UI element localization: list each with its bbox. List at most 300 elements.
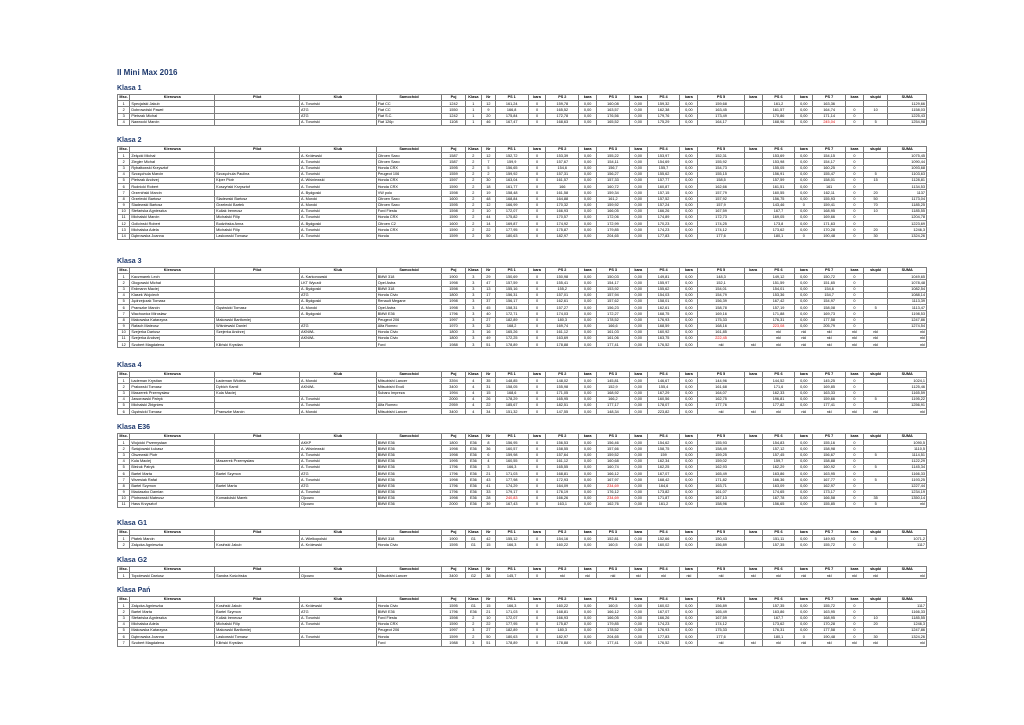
table-cell: 0,00 xyxy=(795,477,813,483)
table-cell: 0,00 xyxy=(629,227,647,233)
column-header: słupki xyxy=(863,268,888,274)
table-cell: 0 xyxy=(846,471,864,477)
table-cell: 1599 xyxy=(442,233,465,239)
table-cell: 0,00 xyxy=(579,452,597,458)
table-cell: 180,63 xyxy=(495,634,528,640)
table-cell: 10 xyxy=(118,329,130,335)
column-header: kara xyxy=(629,530,647,536)
table-cell: 154,11 xyxy=(597,159,630,165)
table-cell: 3400 xyxy=(442,409,465,415)
table-cell: nkl xyxy=(863,342,888,348)
table-cell: 0,00 xyxy=(629,208,647,214)
column-header: PS 7 xyxy=(813,372,846,378)
table-cell: 36 xyxy=(482,446,496,452)
table-cell: 177,98 xyxy=(495,477,528,483)
table-cell: nkl xyxy=(795,336,813,342)
table-cell: 0,00 xyxy=(579,464,597,470)
table-cell: 1800 xyxy=(442,440,465,446)
table-cell: 0,00 xyxy=(579,483,597,489)
table-cell: nkl xyxy=(795,640,813,646)
table-cell: 1 xyxy=(118,440,130,446)
table-cell: 0,00 xyxy=(629,190,647,196)
table-cell: 158,01 xyxy=(813,177,846,183)
table-cell: 182,89 xyxy=(495,317,528,323)
table-cell: 9 xyxy=(118,202,130,208)
table-cell: 154,97 xyxy=(813,298,846,304)
table-cell: 1590 xyxy=(442,621,465,627)
table-cell: 1550 xyxy=(442,107,465,113)
table-cell: A. Toruński xyxy=(300,159,377,165)
table-cell: 177,58 xyxy=(813,627,846,633)
column-header: kara xyxy=(680,530,698,536)
column-header: Poj xyxy=(442,147,465,153)
table-cell: 1595 xyxy=(442,165,465,171)
table-cell: 2 xyxy=(118,609,130,615)
table-cell: 157,64 xyxy=(546,452,579,458)
table-cell: 0,00 xyxy=(579,113,597,119)
table-cell: 39 xyxy=(482,502,496,508)
table-cell: 0 xyxy=(528,384,546,390)
table-cell: 177,95 xyxy=(495,621,528,627)
table-cell: 0,00 xyxy=(629,113,647,119)
table-cell: Szejerka Andrzej xyxy=(130,336,215,342)
table-cell: 0 xyxy=(528,215,546,221)
table-cell: 0,00 xyxy=(629,495,647,501)
table-cell: 3 xyxy=(118,615,130,621)
class-title: Klasa E36 xyxy=(117,424,151,431)
table-cell: Fiat S.C. xyxy=(376,113,442,119)
table-cell: 0,00 xyxy=(579,107,597,113)
column-header: Kierowca xyxy=(130,597,215,603)
table-cell: Ford xyxy=(376,640,442,646)
table-cell: 0,00 xyxy=(795,227,813,233)
table-cell: 150,72 xyxy=(813,274,846,280)
column-header: kara xyxy=(629,95,647,101)
table-cell: 0 xyxy=(846,305,864,311)
column-header: kara xyxy=(846,434,864,440)
column-header: Samochód xyxy=(376,597,442,603)
table-cell: 0,00 xyxy=(680,215,698,221)
column-header: kara xyxy=(629,567,647,573)
table-cell: 21 xyxy=(482,609,496,615)
table-cell: 0 xyxy=(846,483,864,489)
table-cell: 167,13 xyxy=(698,495,745,501)
table-cell: nkl xyxy=(762,640,795,646)
column-header: Samochód xyxy=(376,434,442,440)
page-title: II Mini Max 2016 xyxy=(117,68,178,77)
table-cell: 0 xyxy=(846,196,864,202)
table-cell: A. Karkonowski xyxy=(300,274,377,280)
table-cell: ATG xyxy=(300,471,377,477)
table-cell: Maszerek Przemysław xyxy=(215,458,300,464)
table-cell: A. Królewski xyxy=(300,542,377,548)
table-cell: 12 xyxy=(482,101,496,107)
table-cell: 3400 xyxy=(442,384,465,390)
table-cell: 0 xyxy=(528,536,546,542)
table-cell: E36 xyxy=(465,489,481,495)
column-header: kara xyxy=(846,95,864,101)
table-cell: 10 xyxy=(482,615,496,621)
table-cell: 178,07 xyxy=(647,402,680,408)
table-cell: 0 xyxy=(846,402,864,408)
table-cell: 2 xyxy=(118,280,130,286)
column-header: kara xyxy=(680,95,698,101)
table-cell: 1590 xyxy=(442,215,465,221)
table-cell: 5 xyxy=(118,298,130,304)
table-cell: 1599 xyxy=(442,634,465,640)
table-cell: 0,00 xyxy=(629,119,647,125)
column-header: Poj xyxy=(442,95,465,101)
table-cell: 0,00 xyxy=(680,627,698,633)
table-cell: VW polo xyxy=(376,190,442,196)
table-cell: 17 xyxy=(482,292,496,298)
table-cell: Michalski Marcin xyxy=(130,215,215,221)
table-cell: 15 xyxy=(482,603,496,609)
table-cell: 157,01 xyxy=(546,292,579,298)
table-cell: 0 xyxy=(846,227,864,233)
table-cell: 0,00 xyxy=(579,471,597,477)
table-cell: 157,15 xyxy=(647,190,680,196)
table-cell: Kuliak Ireneusz xyxy=(215,208,300,214)
table-cell: 167,78 xyxy=(762,495,795,501)
table-cell: 0,00 xyxy=(680,221,698,227)
table-cell: 149,93 xyxy=(813,536,846,542)
table-cell: 158,5 xyxy=(698,177,745,183)
table-row xyxy=(118,573,927,579)
table-cell: 20 xyxy=(863,227,888,233)
table-cell: 177,6 xyxy=(698,233,745,239)
table-cell: 152,31 xyxy=(698,153,745,159)
table-cell: 0,00 xyxy=(795,609,813,615)
table-cell: 157,67 xyxy=(546,159,579,165)
table-cell: 1108 xyxy=(442,119,465,125)
column-header: kara xyxy=(528,147,546,153)
column-header: Samochód xyxy=(376,95,442,101)
table-cell: 0 xyxy=(846,153,864,159)
table-cell: 3 xyxy=(118,165,130,171)
table-cell: 163,95 xyxy=(813,609,846,615)
table-cell: 158,01 xyxy=(647,298,680,304)
table-cell: 0,00 xyxy=(680,483,698,489)
table-cell: 0 xyxy=(528,390,546,396)
table-cell: G1 xyxy=(465,542,481,548)
table-cell: 166,36 xyxy=(762,477,795,483)
table-cell: Rudnicki Robert xyxy=(130,184,215,190)
table-cell: nkl xyxy=(813,342,846,348)
table-cell: 1090,5 xyxy=(888,440,927,446)
column-header: Msc. xyxy=(119,268,128,273)
table-cell: 27 xyxy=(482,627,496,633)
table-cell: BMW 318 xyxy=(376,274,442,280)
table-cell: 26 xyxy=(482,396,496,402)
table-cell: 0,00 xyxy=(795,292,813,298)
table-cell: 160,92 xyxy=(813,464,846,470)
table-cell: 1324,26 xyxy=(888,233,927,239)
table-cell: 7 xyxy=(118,640,130,646)
table-cell: 222,45 xyxy=(698,336,745,342)
table-cell: ATG xyxy=(300,107,377,113)
column-header: Samochód xyxy=(376,567,442,573)
column-header: słupki xyxy=(863,530,888,536)
table-cell: 0,00 xyxy=(680,286,698,292)
table-cell: 1075,45 xyxy=(888,153,927,159)
table-cell: 168,63 xyxy=(546,119,579,125)
table-cell: 154,6 xyxy=(813,286,846,292)
table-cell: 161,77 xyxy=(495,184,528,190)
table-cell: 12 xyxy=(118,342,130,348)
section-klasa-2 xyxy=(117,136,927,240)
table-cell: 167,29 xyxy=(647,390,680,396)
table-cell: 158,48 xyxy=(495,190,528,196)
column-header: kara xyxy=(795,95,813,101)
column-header: PS 1 xyxy=(495,434,528,440)
column-header: Klasa xyxy=(465,597,481,603)
table-cell: nkl xyxy=(744,409,762,415)
table-cell: A. Moroki xyxy=(300,196,377,202)
table-cell: Łademan Krystian xyxy=(130,378,215,384)
table-cell: 182,51 xyxy=(546,402,579,408)
table-cell: 0,00 xyxy=(629,542,647,548)
column-header: kara xyxy=(579,95,597,101)
table-cell: 0,00 xyxy=(629,184,647,190)
table-cell: 167,77 xyxy=(813,477,846,483)
table-cell: 2 xyxy=(465,233,481,239)
table-cell: nkl xyxy=(888,640,927,646)
table-cell: 2 xyxy=(118,446,130,452)
table-cell: A. Toruński xyxy=(300,452,377,458)
table-cell: 162,11 xyxy=(813,190,846,196)
column-header: PS 3 xyxy=(597,597,630,603)
table-cell: 0 xyxy=(528,107,546,113)
table-cell: nkl xyxy=(647,573,680,579)
column-header: Samochód xyxy=(376,268,442,274)
table-cell: 0 xyxy=(846,621,864,627)
table-cell: 157,31 xyxy=(546,171,579,177)
column-header: PS 7 xyxy=(813,597,846,603)
column-header: kara xyxy=(680,597,698,603)
table-cell: 0,00 xyxy=(680,477,698,483)
table-cell: 0,00 xyxy=(680,489,698,495)
table-cell: 0,00 xyxy=(579,215,597,221)
table-cell: 0 xyxy=(846,119,864,125)
table-cell: 182,97 xyxy=(546,634,579,640)
table-cell: A. Toruński xyxy=(300,489,377,495)
table-cell: Fiat CC xyxy=(376,101,442,107)
table-cell: 185,67 xyxy=(495,402,528,408)
results-table xyxy=(117,267,927,348)
column-header: PS 5 xyxy=(698,268,745,274)
class-title: Klasa 2 xyxy=(117,137,142,144)
table-cell: 1247,86 xyxy=(888,317,927,323)
table-cell: 167,07 xyxy=(647,609,680,615)
table-cell: 0,00 xyxy=(795,317,813,323)
table-cell: 7 xyxy=(118,477,130,483)
table-cell: 1598 xyxy=(442,615,465,621)
table-cell: 157,77 xyxy=(647,177,680,183)
table-cell: A. Wielkopolski xyxy=(300,536,377,542)
table-cell: A. Moroki xyxy=(300,202,377,208)
table-cell: 176,12 xyxy=(597,489,630,495)
column-header: PS 5 xyxy=(698,372,745,378)
table-cell: 174,23 xyxy=(647,227,680,233)
column-header: kara xyxy=(846,530,864,536)
table-cell: 0 xyxy=(528,311,546,317)
column-header: kara xyxy=(629,268,647,274)
table-cell: 0,00 xyxy=(629,286,647,292)
table-cell: 3 xyxy=(118,390,130,396)
class-title: Klasa 3 xyxy=(117,258,142,265)
table-cell: BMW E36 xyxy=(376,458,442,464)
table-cell: 10 xyxy=(118,495,130,501)
table-cell: 169,73 xyxy=(813,311,846,317)
table-cell: A. Toruński xyxy=(300,233,377,239)
table-cell: 0,00 xyxy=(629,440,647,446)
table-cell: 0,00 xyxy=(629,384,647,390)
table-cell: 1590 xyxy=(442,227,465,233)
table-cell: 1994 xyxy=(442,390,465,396)
table-cell: 156,7 xyxy=(597,165,630,171)
table-cell: nkl xyxy=(813,329,846,335)
table-cell: 162,33 xyxy=(762,390,795,396)
table-cell: 1071,2 xyxy=(888,536,927,542)
table-cell: 3 xyxy=(465,342,481,348)
table-cell: 0 xyxy=(795,233,813,239)
table-cell: 15 xyxy=(863,177,888,183)
table-cell: 160,55 xyxy=(495,458,528,464)
table-cell: nkl xyxy=(846,336,864,342)
table-cell: 0 xyxy=(528,634,546,640)
table-cell: Śladewski Bartosz xyxy=(215,196,300,202)
table-cell: 0 xyxy=(528,477,546,483)
class-title: Klasa 4 xyxy=(117,362,142,369)
table-cell: 158,88 xyxy=(813,458,846,464)
table-cell: 165,26 xyxy=(495,329,528,335)
table-cell: 0,00 xyxy=(629,274,647,280)
table-cell: nkl xyxy=(888,342,927,348)
column-header: kara xyxy=(846,372,864,378)
table-cell: 3 xyxy=(465,280,481,286)
table-cell: 1254,98 xyxy=(888,119,927,125)
table-cell: 154,16 xyxy=(546,536,579,542)
table-cell: 0,00 xyxy=(680,621,698,627)
table-cell: 11 xyxy=(118,336,130,342)
table-cell: 0,00 xyxy=(680,471,698,477)
table-cell: 163,75 xyxy=(647,336,680,342)
column-header: Kierowca xyxy=(130,434,215,440)
table-cell: 1274,54 xyxy=(888,323,927,329)
table-cell: A. Królewski xyxy=(300,153,377,159)
table-cell: 160,56 xyxy=(647,396,680,402)
column-header: kara xyxy=(579,147,597,153)
table-cell xyxy=(744,502,762,508)
column-header: Samochód xyxy=(376,372,442,378)
table-cell: 154,69 xyxy=(647,159,680,165)
table-cell: 150,43 xyxy=(698,536,745,542)
table-cell: 174,12 xyxy=(698,621,745,627)
table-cell: 3 xyxy=(118,286,130,292)
table-cell: Honda Civic xyxy=(376,329,442,335)
table-cell: 0 xyxy=(528,458,546,464)
table-cell: 22 xyxy=(482,402,496,408)
column-header: Kierowca xyxy=(130,268,215,274)
table-cell: 0,00 xyxy=(680,409,698,415)
table-cell: 0 xyxy=(846,464,864,470)
table-cell: 240,83 xyxy=(495,495,528,501)
table-cell: 166,2 xyxy=(597,396,630,402)
table-cell: 0 xyxy=(528,573,546,579)
table-cell: 15 xyxy=(482,390,496,396)
column-header: PS 6 xyxy=(762,268,795,274)
table-cell: 0,00 xyxy=(629,615,647,621)
table-cell: 10 xyxy=(118,208,130,214)
column-header: kara xyxy=(744,372,762,378)
table-cell: 1225,43 xyxy=(888,113,927,119)
column-header: PS 4 xyxy=(647,597,680,603)
column-header: kara xyxy=(680,567,698,573)
table-cell: 170,86 xyxy=(762,113,795,119)
column-header: Nr xyxy=(482,434,496,440)
table-cell: A. Bydgoski xyxy=(300,286,377,292)
table-cell: Peugeot 206 xyxy=(376,317,442,323)
table-cell: Gęstwicki Tomasz xyxy=(215,305,300,311)
table-cell: 0,00 xyxy=(579,159,597,165)
table-cell: 3394 xyxy=(442,378,465,384)
table-cell: 0,00 xyxy=(795,190,813,196)
table-cell: 165,52 xyxy=(597,119,630,125)
table-cell: Bartel Szymon xyxy=(130,483,215,489)
table-cell: 0,00 xyxy=(680,536,698,542)
table-cell: 156,67 xyxy=(813,452,846,458)
table-cell: 161,2 xyxy=(647,502,680,508)
table-cell: 0,00 xyxy=(795,384,813,390)
table-cell: 148,34 xyxy=(597,409,630,415)
table-cell: 2 xyxy=(465,208,481,214)
table-cell: 0,00 xyxy=(795,396,813,402)
class-title: Klasa 1 xyxy=(117,85,142,92)
table-cell: 172,99 xyxy=(597,221,630,227)
table-cell: 0 xyxy=(528,305,546,311)
table-cell: 168,6 xyxy=(495,390,528,396)
table-cell: Pietrzak Michał xyxy=(130,113,215,119)
table-cell: 1600 xyxy=(442,196,465,202)
table-cell: 0,00 xyxy=(795,196,813,202)
table-cell: 0 xyxy=(528,627,546,633)
column-header: PS 1 xyxy=(495,147,528,153)
table-cell: 155,12 xyxy=(495,536,528,542)
table-cell: Gęstwicki Tomasz xyxy=(130,409,215,415)
table-cell: 160,25 xyxy=(813,165,846,171)
table-cell: 4 xyxy=(118,119,130,125)
table-cell: Szejerka Andrzej xyxy=(215,329,300,335)
table-cell: Kosiński Jakub xyxy=(215,603,300,609)
table-cell: 157,35 xyxy=(762,542,795,548)
table-cell: nkl xyxy=(698,640,745,646)
table-cell: E36 xyxy=(465,471,481,477)
table-cell: 162,75 xyxy=(698,396,745,402)
table-cell: 158,98 xyxy=(813,446,846,452)
table-cell: 151,11 xyxy=(762,536,795,542)
table-cell: A. Bydgoski xyxy=(300,298,377,304)
table-cell: 177,41 xyxy=(813,402,846,408)
table-cell: 1 xyxy=(118,274,130,280)
table-cell: BMW E36 xyxy=(376,609,442,615)
table-cell: 33 xyxy=(482,489,496,495)
table-cell: 7 xyxy=(118,190,130,196)
table-cell: 0,00 xyxy=(629,483,647,489)
table-cell: 2 xyxy=(465,227,481,233)
table-cell: 0,00 xyxy=(795,113,813,119)
table-cell: A. Toruński xyxy=(300,119,377,125)
